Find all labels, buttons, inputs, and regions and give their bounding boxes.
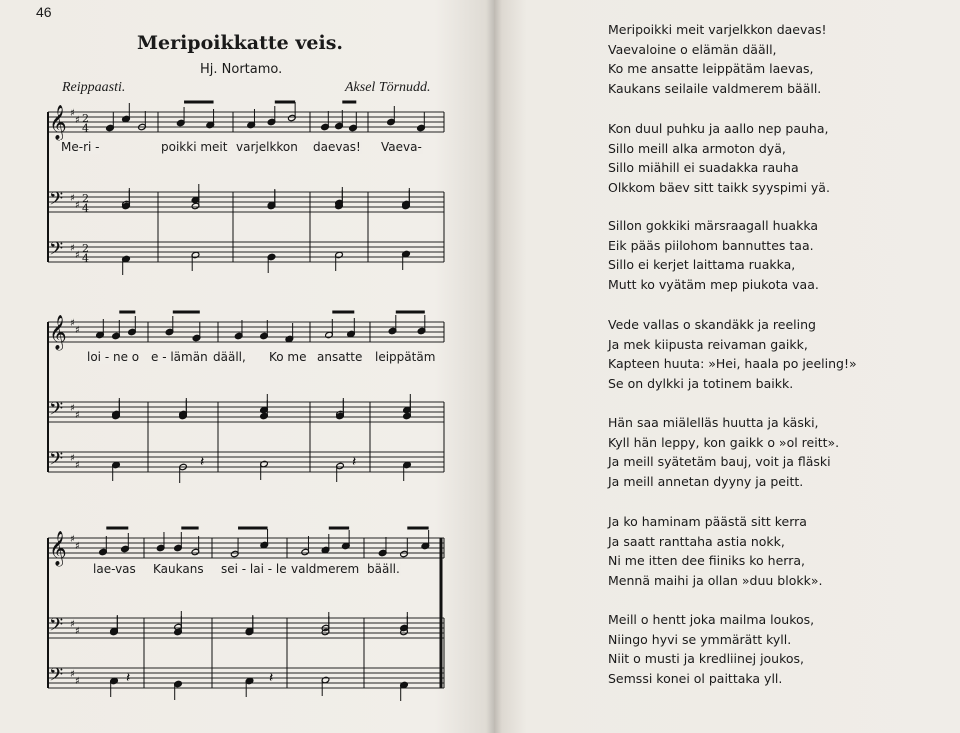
verse-line: Ko me ansatte leippätäm laevas, xyxy=(608,61,814,76)
verse-line: Ja saatt ranttaha astia nokk, xyxy=(608,533,785,549)
time-signature: 4 xyxy=(82,202,89,215)
key-sharp: ♯ xyxy=(70,318,75,329)
verse-line: Olkkom bäev sitt taikk syyspimi yä. xyxy=(608,179,830,195)
verse-line: Ni me itten dee fiiniks ko herra, xyxy=(608,553,805,568)
key-sharp: ♯ xyxy=(75,410,80,421)
composer: Aksel Törnudd. xyxy=(345,80,431,95)
treble-clef: 𝄞 xyxy=(49,105,67,140)
verse-line: Eik pääs piilohom bannuttes taa. xyxy=(608,237,814,253)
key-sharp: ♯ xyxy=(75,325,80,336)
verse-line: Mutt ko vyätäm mep piukota vaa. xyxy=(608,276,819,292)
verse-line: Niingo hyvi se ymmärätt kyll. xyxy=(608,631,792,647)
song-title: Meripoikkatte veis. xyxy=(136,32,344,54)
verse xyxy=(608,216,819,294)
verse-line: Sillo meill alka armoton dyä, xyxy=(608,140,786,156)
key-sharp: ♯ xyxy=(75,460,80,471)
rest: 𝄽 xyxy=(269,670,274,686)
verse-line: Sillon gokkiki märsraagall huakka xyxy=(608,218,818,233)
time-signature: 2 xyxy=(82,242,89,255)
lyric-syllable: bääll. xyxy=(367,562,400,576)
lyric-syllable: daevas! xyxy=(313,140,361,154)
verse-line: Kapteen huuta: »Hei, haala po jeeling!» xyxy=(608,356,857,371)
key-sharp: ♯ xyxy=(70,453,75,464)
lyricist: Hj. Nortamo. xyxy=(200,62,283,77)
key-sharp: ♯ xyxy=(75,115,80,126)
verse-line: Niit o musti ja kredliinej joukos, xyxy=(608,651,805,666)
page-number: 46 xyxy=(36,4,52,20)
lyric-syllable: Vaeva- xyxy=(381,140,422,154)
verse-line: Kaukans seilaile valdmerem bääll. xyxy=(608,80,822,96)
treble-clef: 𝄞 xyxy=(49,531,67,566)
verse-line: Vede vallas o skandäkk ja reeling xyxy=(608,317,816,332)
rest: 𝄽 xyxy=(352,454,357,470)
verse-line: Kyll hän leppy, kon gaikk o »ol reitt». xyxy=(608,434,840,450)
verse-line: Ja meill annetan dyyny ja peitt. xyxy=(608,473,804,489)
verse-line: Kon duul puhku ja aallo nep pauha, xyxy=(608,121,829,136)
lyric-syllable: sei - lai - le xyxy=(221,562,287,576)
verse-line: Sillo miähill ei suadakka rauha xyxy=(608,160,799,175)
lyric-syllable: poikki meit xyxy=(161,140,228,154)
verse xyxy=(608,315,857,393)
rest: 𝄽 xyxy=(126,670,131,686)
bass-clef: 𝄢 xyxy=(49,665,64,690)
verse-line: Ja mek kiipusta reivaman gaikk, xyxy=(608,336,808,352)
key-sharp: ♯ xyxy=(70,669,75,680)
verse-line: Sillo ei kerjet laittama ruakka, xyxy=(608,257,796,272)
verse-line: Mennä maihi ja ollan »duu blokk». xyxy=(608,572,823,588)
verse xyxy=(608,20,827,98)
key-sharp: ♯ xyxy=(75,250,80,261)
verse-line: Ja meill syätetäm bauj, voit ja fläski xyxy=(608,454,831,469)
time-signature: 4 xyxy=(82,122,89,135)
key-sharp: ♯ xyxy=(75,626,80,637)
time-signature: 2 xyxy=(82,192,89,205)
tempo-marking: Reippaasti. xyxy=(62,80,126,95)
lyric-syllable: Kaukans xyxy=(153,562,204,576)
lyric-syllable: varjelkkon xyxy=(236,140,298,154)
bass-clef: 𝄢 xyxy=(49,239,64,264)
verse xyxy=(608,119,830,197)
lyric-syllable: loi - ne o xyxy=(87,350,140,364)
verse-line: Se on dylkki ja totinem baikk. xyxy=(608,375,794,391)
lyric-syllable: valdmerem xyxy=(291,562,360,576)
verse-line: Meripoikki meit varjelkkon daevas! xyxy=(608,22,827,37)
treble-clef: 𝄞 xyxy=(49,315,67,350)
key-sharp: ♯ xyxy=(75,200,80,211)
key-sharp: ♯ xyxy=(75,676,80,687)
bass-clef: 𝄢 xyxy=(49,615,64,640)
time-signature: 2 xyxy=(82,112,89,125)
key-sharp: ♯ xyxy=(75,541,80,552)
verse xyxy=(608,413,839,491)
key-sharp: ♯ xyxy=(70,108,75,119)
lyric-syllable: Ko me xyxy=(269,350,307,364)
verse-line: Semssi konei ol paittaka yll. xyxy=(608,670,783,686)
bass-clef: 𝄢 xyxy=(49,189,64,214)
verse-line: Meill o hentt joka mailma loukos, xyxy=(608,612,815,627)
verse-line: Hän saa miälelläs huutta ja käski, xyxy=(608,415,819,430)
lyric-syllable: lae-vas xyxy=(93,562,136,576)
lyric-syllable: ansatte xyxy=(317,350,363,364)
verse-line: Vaevaloine o elämän dääll, xyxy=(608,41,777,57)
verse xyxy=(608,610,814,688)
lyric-syllable: Me-ri - xyxy=(61,140,100,154)
verse xyxy=(608,512,822,590)
key-sharp: ♯ xyxy=(70,243,75,254)
bass-clef: 𝄢 xyxy=(49,449,64,474)
verse-line: Ja ko haminam päästä sitt kerra xyxy=(608,514,807,529)
lyric-syllable: leippätäm xyxy=(375,350,436,364)
rest: 𝄽 xyxy=(200,454,205,470)
bass-clef: 𝄢 xyxy=(49,399,64,424)
key-sharp: ♯ xyxy=(70,193,75,204)
time-signature: 4 xyxy=(82,252,89,265)
key-sharp: ♯ xyxy=(70,403,75,414)
lyric-syllable: dääll, xyxy=(213,350,246,364)
lyric-syllable: e - lämän xyxy=(151,350,208,364)
key-sharp: ♯ xyxy=(70,534,75,545)
key-sharp: ♯ xyxy=(70,619,75,630)
